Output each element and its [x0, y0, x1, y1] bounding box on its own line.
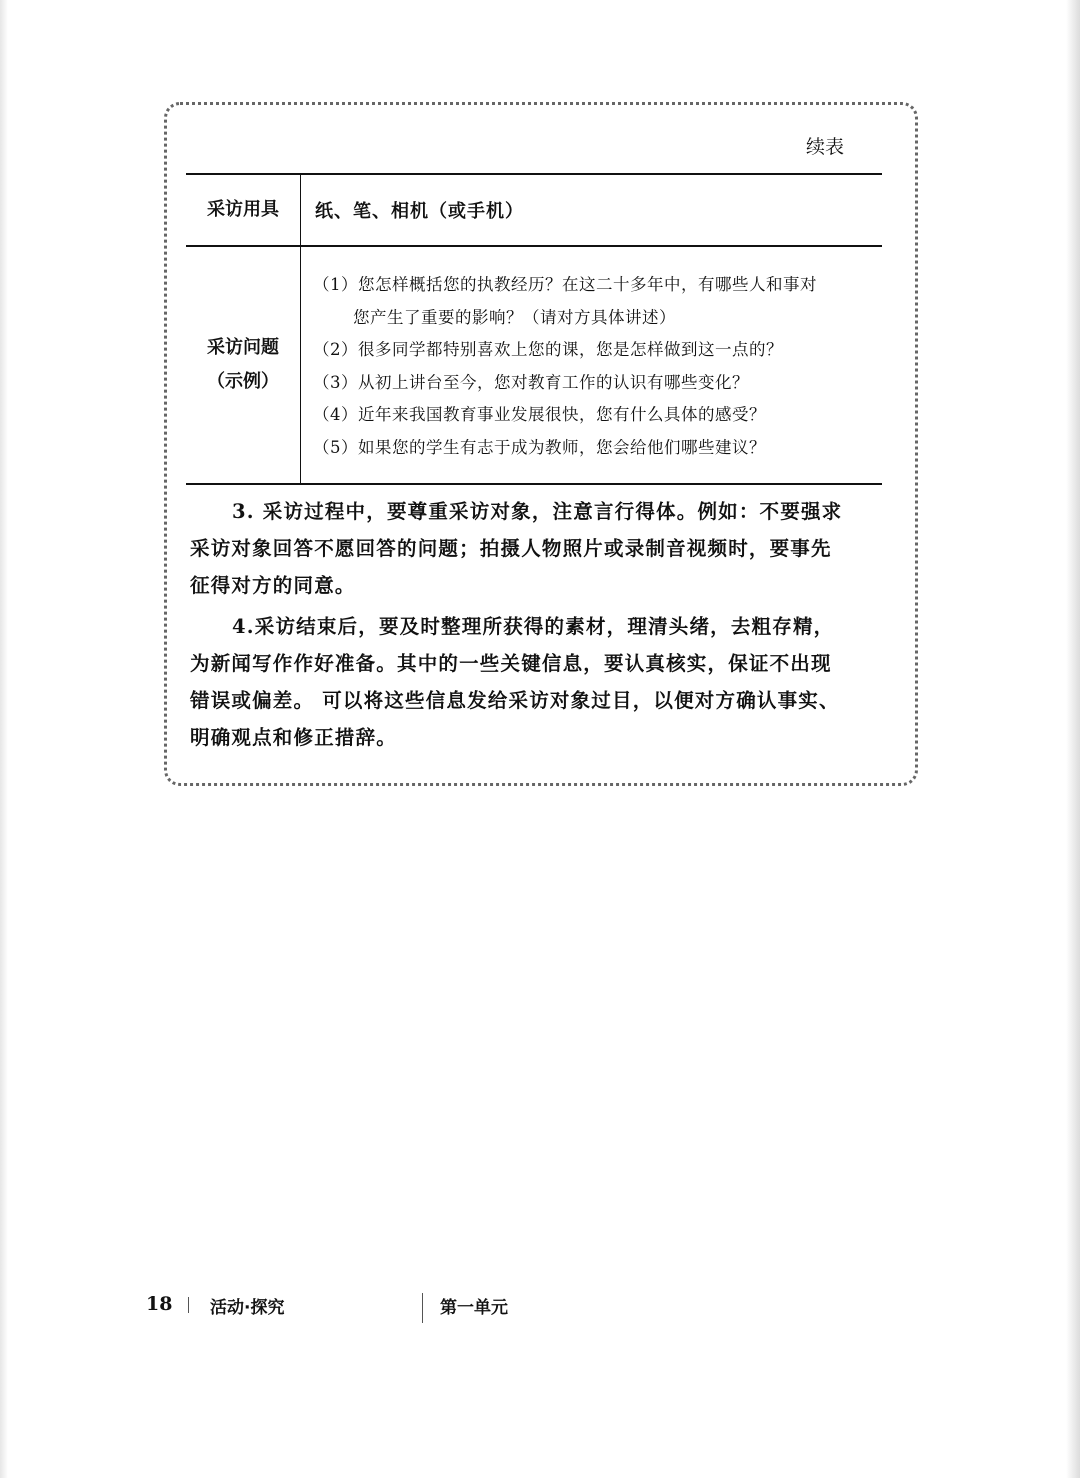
paragraph-3-line: 征得对方的同意。 [190, 574, 356, 597]
question-4: （4）近年来我国教育事业发展很快，您有什么具体的感受？ [313, 405, 766, 424]
table-bottom-rule [186, 483, 882, 485]
footer-divider [188, 1297, 189, 1313]
page-edge-right [1066, 0, 1080, 1478]
paragraph-3 [190, 493, 894, 604]
paragraph-4-line: 明确观点和修正措辞。 [190, 726, 398, 749]
interview-table [186, 173, 882, 485]
paragraph-3-line: 3. 采访过程中，要尊重采访对象，注意言行得体。例如：不要强求 [232, 500, 843, 523]
question-5: （5）如果您的学生有志于成为教师，您会给他们哪些建议？ [313, 437, 766, 457]
questions-header-cell [186, 247, 301, 483]
paragraph-4-line: 错误或偏差。 可以将这些信息发给采访对象过目，以便对方确认事实、 [190, 689, 840, 712]
continued-table-label: 续表 [806, 136, 845, 158]
footer-unit-title: 第一单元 [440, 1298, 508, 1318]
paragraph-4-line: 4.采访结束后，要及时整理所获得的素材，理清头绪，去粗存精， [232, 615, 835, 638]
table-row-questions [186, 247, 882, 483]
paragraph-4 [190, 608, 894, 756]
footer-section-title: 活动·探究 [210, 1298, 285, 1318]
question-2: （2）很多同学都特别喜欢上您的课，您是怎样做到这一点的？ [313, 340, 783, 359]
page-number: 18 [146, 1293, 173, 1315]
question-3: （3）从初上讲台至今，您对教育工作的认识有哪些变化？ [313, 372, 749, 392]
questions-header-line1: 采访问题 [207, 337, 279, 358]
table-row-tools [186, 175, 882, 245]
questions-header-line2: （示例） [207, 371, 279, 392]
question-1-line1: （1）您怎样概括您的执教经历？在这二十多年中，有哪些人和事对 [313, 275, 817, 294]
question-1-line2: 您产生了重要的影响？（请对方具体讲述） [353, 307, 676, 327]
footer-divider [422, 1293, 423, 1323]
questions-list [301, 247, 817, 483]
paragraph-4-line: 为新闻写作作好准备。其中的一些关键信息，要认真核实，保证不出现 [190, 652, 832, 675]
tools-header-cell [186, 175, 301, 245]
tools-value-cell [301, 175, 882, 245]
tools-header: 采访用具 [207, 199, 279, 220]
tools-value: 纸、笔、相机（或手机） [315, 201, 524, 222]
page-edge-left [0, 0, 8, 1478]
paragraph-3-line: 采访对象回答不愿回答的问题；拍摄人物照片或录制音视频时，要事先 [190, 537, 832, 560]
